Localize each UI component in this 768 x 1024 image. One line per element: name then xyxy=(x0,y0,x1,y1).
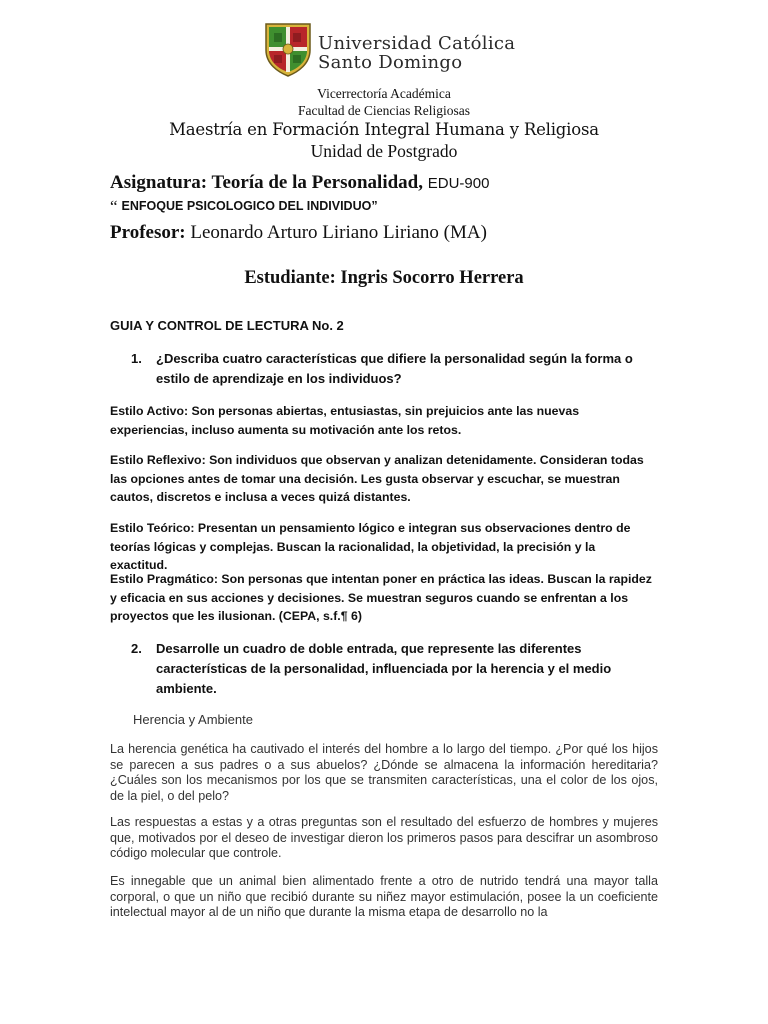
question-1-number: 1. xyxy=(131,351,142,366)
profesor-line xyxy=(110,222,487,244)
topic-text: ENFOQUE PSICOLOGICO DEL INDIVIDUO” xyxy=(121,199,378,213)
answer-estilo-pragmatico: Estilo Pragmático: Son personas que intentan poner en práctica las ideas. Buscan la rapidez y eficacia en sus acciones y decisiones. Se muestran seguros cuando se enfrentan a los proyectos que les ilusionan. (CEPA, s.f.¶ 6) xyxy=(110,572,652,623)
question-2-number: 2. xyxy=(131,641,142,656)
herencia-paragraph: La herencia genética ha cautivado el interés del hombre a lo largo del tiempo. ¿Por qué los hijos se parecen a sus padres o a sus abuelos? ¿Dónde se almacena la información hereditaria? ¿Cuáles son los mecanismos por los que se transmiten características, una el color de los ojos, de la piel, o del pelo? xyxy=(110,742,658,803)
herencia-paragraph: Es innegable que un animal bien alimentado frente a otro de nutrido tendrá una mayor talla corporal, o que un niño que recibió durante su niñez mayor estimulación, posee la un coeficiente intelectual mayor al de un niño que durante la misma etapa de desarrollo no la xyxy=(110,874,658,919)
topic-line xyxy=(110,197,378,217)
course-code: EDU-900 xyxy=(427,175,490,192)
question-2-text: Desarrolle un cuadro de doble entrada, que represente las diferentes características de la personalidad, influenciada por la herencia y el medio ambiente. xyxy=(156,641,612,696)
answer-estilo-teorico: Estilo Teórico: Presentan un pensamiento lógico e integran sus observaciones dentro de teorías lógicas y complejas. Buscan la racionalidad, la objetividad, la precisión y la exactitud. xyxy=(110,521,631,572)
university-name-line2: Santo Domingo xyxy=(318,52,463,73)
maestria-line: Maestría en Formación Integral Humana y Religiosa xyxy=(169,120,599,139)
estudiante-line: Estudiante: Ingris Socorro Herrera xyxy=(244,268,524,288)
open-quote: “ xyxy=(110,197,118,216)
vicerrectoria-line: Vicerrectoría Académica xyxy=(317,86,451,101)
answer-estilo-reflexivo: Estilo Reflexivo: Son individuos que observan y analizan detenidamente. Consideran todas las opciones antes de tomar una decisión. Les gusta observar y escuchar, se muestran cautos, discretos e inclusa a veces quizá distantes. xyxy=(110,453,644,504)
question-1-text: ¿Describa cuatro características que difiere la personalidad según la forma o estilo de aprendizaje en los individuos? xyxy=(156,351,633,386)
university-logo xyxy=(262,20,522,82)
herencia-paragraph: Las respuestas a estas y a otras preguntas son el resultado del esfuerzo de hombres y mujeres que, motivados por el deseo de investigar dieron los primeros pasos para descifrar un asombroso código molecular que controle. xyxy=(110,815,658,860)
asignatura-label: Asignatura: Teoría de la Personalidad, xyxy=(110,172,423,193)
answer-estilo-activo: Estilo Activo: Son personas abiertas, entusiastas, sin prejuicios ante las nuevas experiencias, incluso aumenta su motivación ante los retos. xyxy=(110,404,580,437)
profesor-label: Profesor: xyxy=(110,222,186,243)
herencia-title: Herencia y Ambiente xyxy=(133,712,253,727)
university-crest-icon xyxy=(262,20,314,78)
university-name xyxy=(318,34,515,72)
asignatura-line xyxy=(110,172,489,194)
unidad-line: Unidad de Postgrado xyxy=(310,141,458,161)
facultad-line: Facultad de Ciencias Religiosas xyxy=(297,103,471,118)
profesor-name: Leonardo Arturo Liriano Liriano (MA) xyxy=(190,222,487,243)
guide-title: GUIA Y CONTROL DE LECTURA No. 2 xyxy=(110,318,344,333)
university-name-line1: Universidad Católica xyxy=(318,33,516,54)
